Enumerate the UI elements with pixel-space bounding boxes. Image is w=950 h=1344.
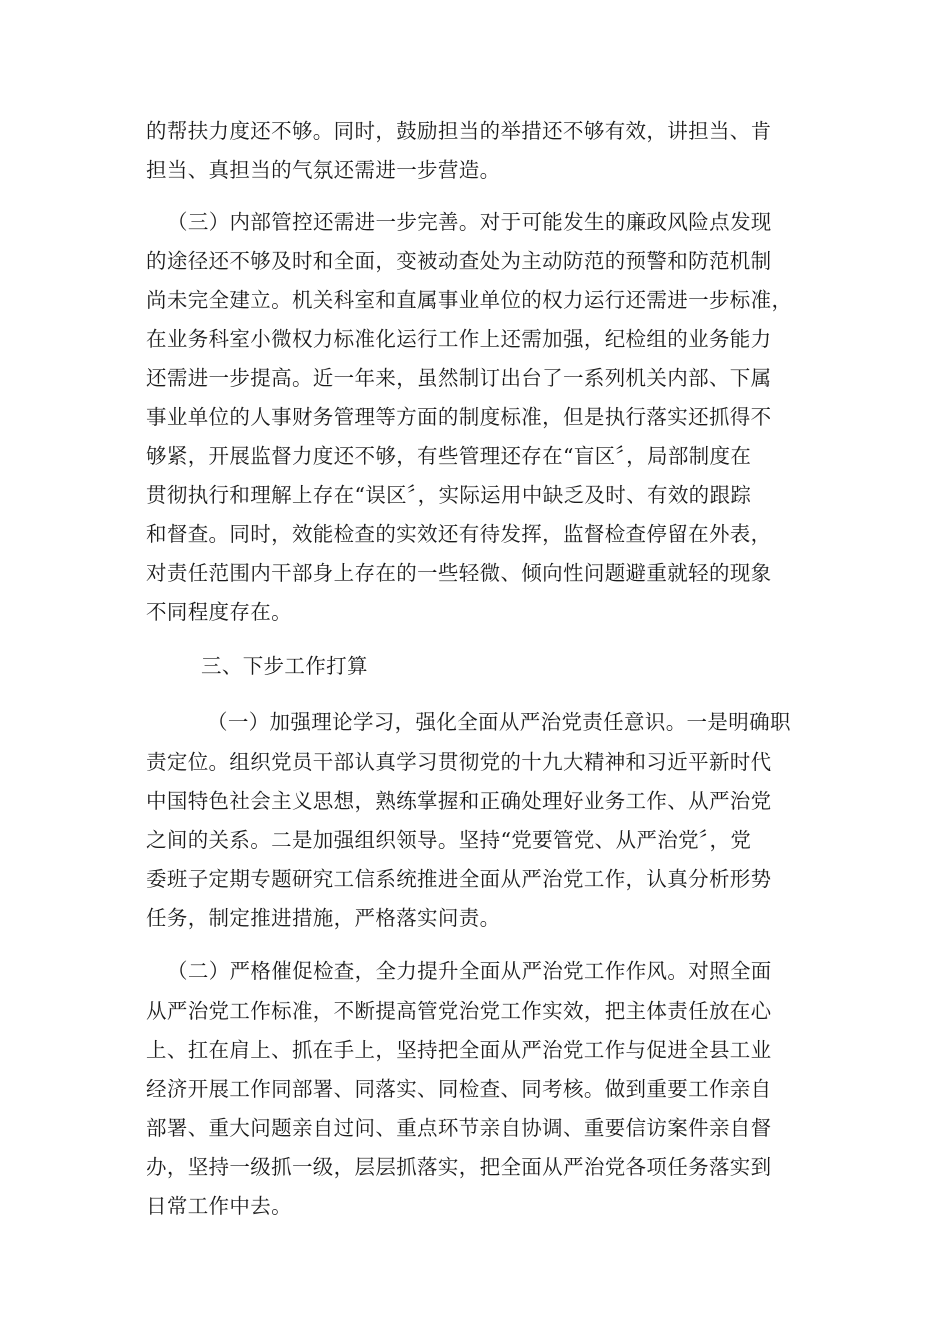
section-heading: 三、下步工作打算: [201, 654, 368, 678]
text-line: 日常工作中去。: [146, 1194, 292, 1218]
text-line: 办，坚持一级抓一级，层层抓落实，把全面从严治党各项任务落实到: [146, 1155, 772, 1179]
text-line: 在业务科室小微权力标准化运行工作上还需加强，纪检组的业务能力: [146, 327, 772, 351]
text-line: 责定位。组织党员干部认真学习贯彻党的十九大精神和习近平新时代: [146, 750, 772, 774]
text-line: 部署、重大问题亲自过问、重点环节亲自协调、重要信访案件亲自督: [146, 1116, 772, 1140]
text-line: 的途径还不够及时和全面，变被动查处为主动防范的预警和防范机制: [146, 249, 772, 273]
section-heading-line: （一）加强理论学习，强化全面从严治党责任意识。一是明确职: [207, 710, 791, 734]
text-line: 之间的关系。二是加强组织领导。坚持“党要管党、从严治党〞，党: [146, 828, 752, 852]
text-line: 委班子定期专题研究工信系统推进全面从严治党工作，认真分析形势: [146, 867, 772, 891]
text-line: 事业单位的人事财务管理等方面的制度标准，但是执行落实还抓得不: [146, 405, 772, 429]
text-line: 任务，制定推进措施，严格落实问责。: [146, 906, 501, 930]
section-heading-line: （二）严格催促检查，全力提升全面从严治党工作作风。对照全面: [167, 959, 772, 983]
text-line: 和督查。同时，效能检查的实效还有待发挥，监督检查停留在外表，: [146, 522, 772, 546]
text-line: 对责任范围内干部身上存在的一些轻微、倾向性问题避重就轻的现象: [146, 561, 772, 585]
text-line: 担当、真担当的气氛还需进一步营造。: [146, 158, 501, 182]
section-heading-line: （三）内部管控还需进一步完善。对于可能发生的廉政风险点发现: [167, 210, 772, 234]
text-line: 的帮扶力度还不够。同时，鼓励担当的举措还不够有效，讲担当、肯: [146, 119, 772, 143]
text-line: 还需进一步提高。近一年来，虽然制订出台了一系列机关内部、下属: [146, 366, 772, 390]
text-line: 不同程度存在。: [146, 600, 292, 624]
text-line: 经济开展工作同部署、同落实、同检查、同考核。做到重要工作亲自: [146, 1077, 772, 1101]
text-line: 尚未完全建立。机关科室和直属事业单位的权力运行还需进一步标准，: [146, 288, 793, 312]
text-line: 贯彻执行和理解上存在“误区〞，实际运用中缺乏及时、有效的跟踪: [146, 483, 752, 507]
text-line: 中国特色社会主义思想，熟练掌握和正确处理好业务工作、从严治党: [146, 789, 772, 813]
text-line: 够紧，开展监督力度还不够，有些管理还存在“盲区〞，局部制度在: [146, 444, 752, 468]
text-line: 上、扛在肩上、抓在手上，坚持把全面从严治党工作与促进全县工业: [146, 1038, 772, 1062]
text-line: 从严治党工作标准，不断提高管党治党工作实效，把主体责任放在心: [146, 999, 772, 1023]
